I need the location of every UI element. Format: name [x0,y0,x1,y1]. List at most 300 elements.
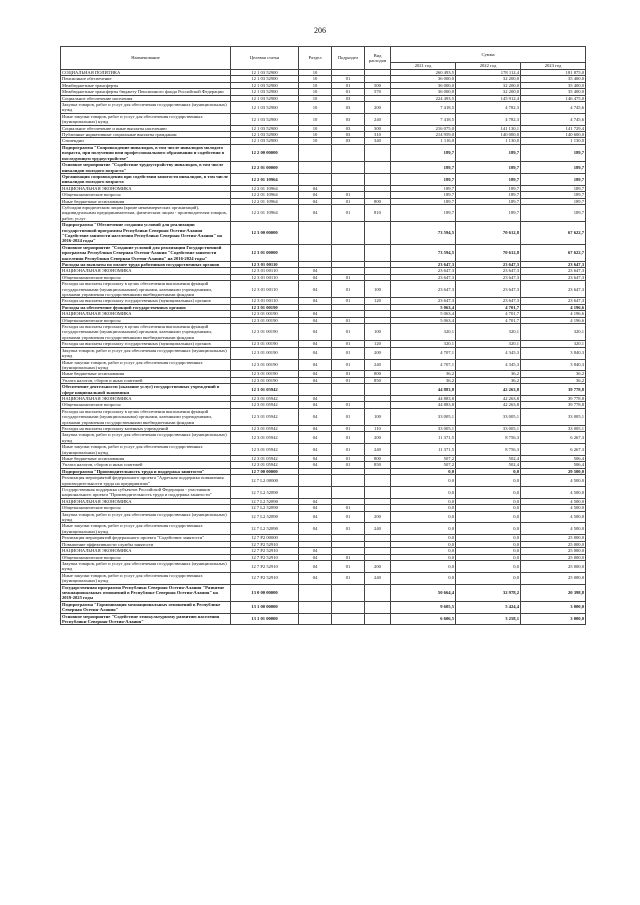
row-sum-2023: 320,1 [521,341,586,347]
row-sum-2022: 23 647,3 [456,262,521,268]
row-section: 04 [299,192,332,198]
row-sum-2021: 23 647,3 [391,262,456,268]
row-sum-2023: 35 400,0 [521,76,586,82]
row-expense-type [365,222,391,245]
row-subsection: 03 [332,95,365,101]
row-subsection: 01 [332,298,365,304]
row-sum-2023: 3 840,3 [521,359,586,371]
row-target-article: 12 1 03 52900 [231,138,299,144]
row-sum-2021: 507,2 [391,462,456,468]
row-name: Иные закупки товаров, работ и услуг для обеспечения государственных (муниципальных) нужд [61,113,231,125]
row-section: 04 [299,511,332,523]
row-subsection: 01 [332,377,365,383]
row-sum-2022: 189,7 [456,162,521,174]
row-sum-2023: 39 778,8 [521,384,586,396]
row-sum-2022: 189,7 [456,144,521,161]
row-subsection: 01 [332,462,365,468]
row-subsection: 01 [332,371,365,377]
row-sum-2022: 0,0 [456,511,521,523]
row-section: 04 [299,268,332,274]
row-section: 10 [299,76,332,82]
row-target-article: 12 7 L2 52890 [231,511,299,523]
row-name: Закупка товаров, работ и услуг для обеспечения государственных (муниципальных) нужд [61,511,231,523]
row-subsection: 03 [332,138,365,144]
row-sum-2021: 5 063,4 [391,311,456,317]
row-expense-type: 200 [365,560,391,572]
row-section [299,487,332,499]
row-target-article: 12 1 03 52900 [231,95,299,101]
row-sum-2022: 4 782,3 [456,113,521,125]
row-section: 04 [299,444,332,456]
row-expense-type [365,613,391,625]
row-sum-2023: 33 005,1 [521,408,586,425]
row-sum-2021: 36,2 [391,371,456,377]
row-target-article: 12 3 01 05942 [231,384,299,396]
row-target-article: 12 7 L2 52890 [231,487,299,499]
row-expense-type: 310 [365,132,391,138]
row-name: Реализация мероприятий федерального проекта "Содействие занятости" [61,535,231,541]
row-sum-2021: 23 647,3 [391,298,456,304]
row-section: 04 [299,554,332,560]
row-sum-2023: 189,7 [521,173,586,185]
row-expense-type [365,144,391,161]
row-target-article: 12 2 01 10964 [231,204,299,221]
row-name: НАЦИОНАЛЬНАЯ ЭКОНОМИКА [61,498,231,504]
row-sum-2022: 141 130,1 [456,125,521,131]
row-sum-2022: 502,4 [456,462,521,468]
row-expense-type: 800 [365,371,391,377]
row-sum-2021: 189,7 [391,192,456,198]
row-target-article: 12 3 01 05942 [231,462,299,468]
row-sum-2023: 67 622,7 [521,244,586,261]
row-name: Межбюджетные трансферты [61,82,231,88]
row-subsection: 01 [332,425,365,431]
row-sum-2022: 3 258,1 [456,613,521,625]
row-sum-2023: 4 745,6 [521,102,586,114]
row-name: Общеэкономические вопросы [61,554,231,560]
row-target-article: 12 2 01 10964 [231,198,299,204]
row-expense-type: 240 [365,444,391,456]
row-sum-2022: 33 005,1 [456,425,521,431]
row-subsection: 01 [332,560,365,572]
row-sum-2022: 70 612,8 [456,244,521,261]
row-sum-2021: 0,0 [391,548,456,554]
row-sum-2022: 0,0 [456,548,521,554]
row-subsection: 01 [332,324,365,341]
row-name: Закупка товаров, работ и услуг для обеспечения государственных (муниципальных) нужд [61,102,231,114]
row-name: Расходы на выплаты персоналу казенных учреждений [61,425,231,431]
row-section: 10 [299,82,332,88]
row-expense-type: 500 [365,82,391,88]
row-sum-2021: 33 005,1 [391,425,456,431]
row-expense-type: 100 [365,408,391,425]
row-target-article: 12 7 P2 52910 [231,572,299,584]
row-name: Основное мероприятие "Содействие этнокультурному развитию населения Республики Северная Осетия-Алания" [61,613,231,625]
row-sum-2021: 189,7 [391,185,456,191]
row-name: НАЦИОНАЛЬНАЯ ЭКОНОМИКА [61,185,231,191]
row-sum-2021: 50 664,4 [391,584,456,601]
row-subsection: 01 [332,204,365,221]
row-expense-type: 800 [365,198,391,204]
row-target-article: 12 1 03 52900 [231,113,299,125]
row-sum-2021: 189,7 [391,198,456,204]
row-sum-2022: 32 978,2 [456,584,521,601]
row-name: Организация сопровождения при содействии занятости инвалидов, в том числе инвалидов молодого возраста [61,173,231,185]
row-section: 04 [299,311,332,317]
row-subsection: 03 [332,102,365,114]
row-target-article: 12 7 P2 00000 [231,535,299,541]
row-section: 04 [299,298,332,304]
row-subsection [332,244,365,261]
row-subsection [332,487,365,499]
row-target-article: 12 3 01 00110 [231,274,299,280]
table-row [61,359,586,371]
row-name: Иные закупки товаров, работ и услуг для обеспечения государственных (муниципальных) нужд [61,444,231,456]
row-sum-2022: 0,0 [456,541,521,547]
row-target-article: 12 3 01 00000 [231,244,299,261]
row-sum-2022: 0,0 [456,572,521,584]
row-target-article: 12 7 L2 52890 [231,498,299,504]
row-subsection: 01 [332,82,365,88]
table-row [61,347,586,359]
row-sum-2023: 189,7 [521,192,586,198]
table-row [61,173,586,185]
row-section: 04 [299,402,332,408]
row-target-article: 12 2 01 10964 [231,173,299,185]
row-sum-2023: 23 647,3 [521,281,586,298]
table-row [61,560,586,572]
row-section: 10 [299,138,332,144]
row-sum-2022: 23 647,3 [456,298,521,304]
row-name: Расходы на обеспечение функций государственных органов [61,304,231,310]
row-target-article: 12 3 01 05942 [231,425,299,431]
row-target-article: 12 3 01 00190 [231,324,299,341]
row-subsection: 01 [332,444,365,456]
row-subsection [332,222,365,245]
row-target-article: 12 3 01 05942 [231,432,299,444]
row-sum-2022: 1 130,0 [456,138,521,144]
row-sum-2022: 32 200,0 [456,89,521,95]
row-sum-2022: 23 647,3 [456,281,521,298]
table-row [61,584,586,601]
row-sum-2023: 35 400,0 [521,89,586,95]
row-section: 04 [299,505,332,511]
row-sum-2021: 0,0 [391,523,456,535]
row-sum-2021: 0,0 [391,475,456,487]
row-sum-2023: 4 500,0 [521,487,586,499]
row-sum-2022: 8 756,3 [456,444,521,456]
row-target-article: 12 2 01 10964 [231,185,299,191]
row-sum-2023: 25 000,0 [521,548,586,554]
row-sum-2023: 146 475,0 [521,95,586,101]
row-name: Расходы на выплаты персоналу государственных (муниципальных) органов [61,341,231,347]
table-row [61,222,586,245]
row-section: 10 [299,113,332,125]
row-name: Закупка товаров, работ и услуг для обеспечения государственных (муниципальных) нужд [61,560,231,572]
row-name: Расходы на выплаты персоналу в целях обеспечения выполнения функций государственными (муниципальными) органами, казенными учреждениями, органами управления государственными внебюджетными фондами [61,281,231,298]
table-row [61,384,586,396]
row-name: Иные закупки товаров, работ и услуг для обеспечения государственных (муниципальных) нужд [61,572,231,584]
row-subsection: 01 [332,192,365,198]
table-row [61,475,586,487]
row-sum-2023: 23 647,3 [521,298,586,304]
row-subsection: 01 [332,572,365,584]
row-target-article: 12 7 L2 00000 [231,475,299,487]
row-subsection: 01 [332,198,365,204]
row-sum-2021: 6 606,5 [391,613,456,625]
row-target-article: 12 3 01 05942 [231,402,299,408]
row-sum-2023: 25 000,0 [521,560,586,572]
row-sum-2021: 5 063,4 [391,304,456,310]
row-expense-type [365,475,391,487]
row-section [299,475,332,487]
row-expense-type: 240 [365,523,391,535]
row-sum-2021: 0,0 [391,541,456,547]
row-name: Подпрограмма "Обеспечение создания условий для реализации государственной программы Республики Северная Осетия-Алания "Содействие занятости населения Республики Северная Осетия-Алания" на 2016-2024 годы" [61,222,231,245]
row-expense-type: 110 [365,425,391,431]
row-section: 04 [299,377,332,383]
row-expense-type: 570 [365,89,391,95]
row-sum-2022: 140 000,0 [456,132,521,138]
row-name: Обеспечение деятельности (оказание услуг) государственных учреждений в сфере национальной экономики [61,384,231,396]
row-sum-2023: 181 875,0 [521,70,586,76]
row-sum-2023: 506,4 [521,456,586,462]
row-section: 10 [299,89,332,95]
row-target-article: 12 7 L2 52890 [231,523,299,535]
row-expense-type: 810 [365,204,391,221]
row-target-article: 12 7 P2 52910 [231,548,299,554]
row-name: НАЦИОНАЛЬНАЯ ЭКОНОМИКА [61,311,231,317]
row-sum-2023: 4 196,6 [521,304,586,310]
table-row [61,511,586,523]
row-sum-2022: 4 345,3 [456,347,521,359]
row-sum-2023: 506,4 [521,462,586,468]
row-sum-2022: 4 345,3 [456,359,521,371]
row-sum-2022: 4 782,3 [456,102,521,114]
row-sum-2023: 4 500,0 [521,511,586,523]
row-sum-2022: 189,7 [456,185,521,191]
row-target-article: 12 3 01 00190 [231,317,299,323]
row-subsection [332,144,365,161]
row-sum-2023: 141 729,4 [521,125,586,131]
row-target-article: 12 1 03 52900 [231,89,299,95]
row-subsection [332,173,365,185]
row-sum-2022: 4 701,7 [456,304,521,310]
table-row [61,113,586,125]
row-section: 04 [299,281,332,298]
row-sum-2023: 39 778,8 [521,395,586,401]
row-section [299,244,332,261]
row-target-article: 12 3 01 00190 [231,371,299,377]
row-sum-2022: 23 647,3 [456,268,521,274]
row-sum-2021: 44 883,8 [391,384,456,396]
row-subsection: 01 [332,456,365,462]
row-section: 10 [299,125,332,131]
row-sum-2023: 25 000,0 [521,554,586,560]
row-sum-2022: 32 200,0 [456,82,521,88]
row-section [299,601,332,613]
row-name: Расходы на выплаты персоналу в целях обеспечения выполнения функций государственными (муниципальными) органами, казенными учреждениями, органами управления государственными внебюджетными фондами [61,408,231,425]
row-sum-2022: 0,0 [456,523,521,535]
table-row [61,144,586,161]
row-sum-2022: 4 701,7 [456,311,521,317]
row-section: 04 [299,347,332,359]
row-target-article: 12 7 P2 52910 [231,560,299,572]
row-sum-2022: 145 912,4 [456,95,521,101]
row-expense-type: 850 [365,462,391,468]
row-sum-2021: 1 116,0 [391,138,456,144]
row-sum-2023: 67 622,7 [521,222,586,245]
row-sum-2023: 4 500,0 [521,523,586,535]
row-sum-2022: 23 647,3 [456,274,521,280]
row-target-article: 12 2 01 10964 [231,192,299,198]
row-sum-2023: 189,7 [521,185,586,191]
row-name: Иные бюджетные ассигнования [61,371,231,377]
row-sum-2021: 320,1 [391,341,456,347]
row-name: Уплата налогов, сборов и иных платежей [61,377,231,383]
row-sum-2021: 0,0 [391,572,456,584]
row-sum-2022: 42 263,8 [456,384,521,396]
row-sum-2022: 502,4 [456,456,521,462]
row-section: 04 [299,572,332,584]
header-expense-type: Вид расходов [365,47,391,70]
row-expense-type [365,244,391,261]
row-expense-type [365,173,391,185]
row-target-article: 12 3 01 05942 [231,395,299,401]
table-row [61,408,586,425]
row-name: Основное мероприятие "Содействие трудоустройству инвалидов, в том числе инвалидов молодого возраста" [61,162,231,174]
row-target-article: 13 1 00 00000 [231,601,299,613]
row-section: 04 [299,432,332,444]
row-name: Расходы на выплаты персоналу в целях обеспечения выполнения функций государственными (муниципальными) органами, казенными учреждениями, органами управления государственными внебюджетными фондами [61,324,231,341]
row-sum-2022: 189,7 [456,204,521,221]
row-section [299,144,332,161]
row-section [299,613,332,625]
row-sum-2021: 44 883,8 [391,402,456,408]
row-sum-2022: 0,0 [456,498,521,504]
row-sum-2021: 5 063,4 [391,317,456,323]
row-subsection: 01 [332,359,365,371]
row-sum-2023: 4 500,0 [521,475,586,487]
row-sum-2021: 0,0 [391,535,456,541]
row-subsection: 01 [332,432,365,444]
row-sum-2023: 3 840,3 [521,347,586,359]
row-sum-2021: 11 371,5 [391,432,456,444]
row-sum-2023: 36,2 [521,377,586,383]
row-sum-2023: 4 500,0 [521,498,586,504]
row-sum-2021: 0,0 [391,498,456,504]
row-sum-2021: 23 647,3 [391,268,456,274]
row-sum-2021: 0,0 [391,468,456,474]
row-sum-2021: 4 707,1 [391,347,456,359]
row-subsection: 01 [332,347,365,359]
row-expense-type [365,601,391,613]
row-target-article: 12 7 L2 52890 [231,505,299,511]
row-sum-2023: 189,7 [521,204,586,221]
row-sum-2022: 70 612,8 [456,222,521,245]
row-target-article: 12 3 01 00190 [231,311,299,317]
row-name: Подпрограмма "Гармонизация межнациональных отношений в Республике Северная Осетия-Алания" [61,601,231,613]
row-expense-type [365,162,391,174]
row-expense-type: 200 [365,102,391,114]
row-sum-2022: 0,0 [456,505,521,511]
row-name: Социальное обеспечение и иные выплаты населению [61,125,231,131]
row-name: Закупка товаров, работ и услуг для обеспечения государственных (муниципальных) нужд [61,432,231,444]
row-sum-2021: 0,0 [391,554,456,560]
row-expense-type: 240 [365,572,391,584]
table-row [61,444,586,456]
row-subsection: 01 [332,317,365,323]
row-subsection: 01 [332,89,365,95]
budget-table-body [61,70,586,625]
row-sum-2023: 36,2 [521,371,586,377]
row-sum-2021: 7 418,5 [391,113,456,125]
row-subsection: 01 [332,402,365,408]
header-year-2023: 2023 год [521,63,586,70]
row-sum-2021: 36 000,0 [391,89,456,95]
row-name: Повышение эффективности службы занятости [61,541,231,547]
row-sum-2021: 7 418,5 [391,102,456,114]
row-expense-type: 200 [365,432,391,444]
row-name: Социальное обеспечение населения [61,95,231,101]
row-sum-2021: 507,2 [391,456,456,462]
row-sum-2023: 3 000,0 [521,613,586,625]
row-expense-type: 240 [365,113,391,125]
row-sum-2022: 42 263,8 [456,402,521,408]
row-sum-2021: 189,7 [391,144,456,161]
row-section: 04 [299,359,332,371]
row-target-article: 12 1 03 52900 [231,76,299,82]
row-target-article: 12 7 00 00000 [231,468,299,474]
table-row [61,432,586,444]
row-section: 04 [299,274,332,280]
row-subsection: 01 [332,408,365,425]
row-section [299,162,332,174]
row-sum-2021: 73 594,5 [391,244,456,261]
row-subsection: 01 [332,511,365,523]
header-year-2022: 2022 год [456,63,521,70]
row-sum-2022: 0,0 [456,535,521,541]
row-name: Подпрограмма "Сопровождение инвалидов, в том числе инвалидов молодого возраста, при получении ими профессионального образования и содействия в последующем трудоустройстве" [61,144,231,161]
header-name: Наименование [61,47,231,70]
row-name: Государственная программа Республики Северная Осетия-Алания "Развитие межнациональных отношений в Республике Северная Осетия-Алания" на 2019-2025 годы [61,584,231,601]
row-section: 04 [299,324,332,341]
row-section: 04 [299,185,332,191]
row-target-article: 12 3 01 00190 [231,359,299,371]
row-sum-2023: 20 398,8 [521,584,586,601]
row-target-article: 12 2 01 00000 [231,162,299,174]
row-section: 04 [299,560,332,572]
row-sum-2023: 6 267,3 [521,432,586,444]
row-sum-2021: 9 605,5 [391,601,456,613]
row-name: Расходы на выплаты по оплате труда работников государственных органов [61,262,231,268]
row-target-article: 12 3 01 00190 [231,304,299,310]
row-sum-2021: 0,0 [391,511,456,523]
row-name: Субсидии юридическим лицам (кроме некоммерческих организаций), индивидуальным предпринимателям, физическим лицам - производителям товаров, работ, услуг [61,204,231,221]
page-number: 206 [314,26,326,35]
table-row [61,613,586,625]
budget-table [60,46,586,625]
row-sum-2023: 25 000,0 [521,572,586,584]
row-subsection: 03 [332,113,365,125]
row-sum-2021: 0,0 [391,487,456,499]
row-sum-2023: 39 778,8 [521,402,586,408]
row-name: Иные закупки товаров, работ и услуг для обеспечения государственных (муниципальных) нужд [61,359,231,371]
row-name: НАЦИОНАЛЬНАЯ ЭКОНОМИКА [61,395,231,401]
row-section: 04 [299,395,332,401]
row-target-article: 12 1 03 52900 [231,132,299,138]
row-section: 04 [299,523,332,535]
